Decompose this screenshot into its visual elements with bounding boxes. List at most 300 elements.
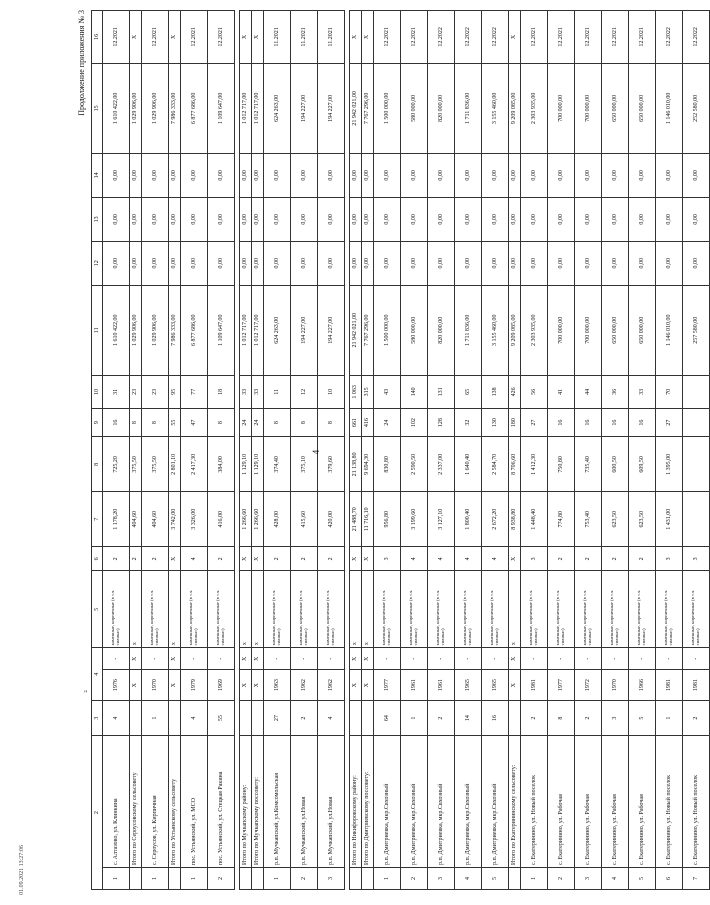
table-cell: 0,00 (130, 153, 142, 197)
table-cell: 3 (575, 868, 602, 890)
table-cell (350, 868, 362, 890)
table-cell: 750,80 (548, 437, 575, 492)
table-cell: 1 800,40 (455, 492, 482, 547)
table-cell (683, 492, 710, 547)
table-cell: 623,50 (629, 492, 656, 547)
header-cell: 3 (92, 701, 103, 736)
table-cell: 0,00 (264, 241, 291, 285)
table-cell: 0,00 (602, 241, 629, 285)
header-cell: 11 (92, 285, 103, 375)
table-cell: 2 (401, 868, 428, 890)
table-cell: каменные, кирпичные (в т.ч. силикат) (656, 571, 683, 648)
table-cell: 650 000,00 (602, 285, 629, 375)
table-cell: 257 580,00 (683, 285, 710, 375)
table-cell: каменные, кирпичные (в т.ч. силикат) (683, 571, 710, 648)
table-cell: X (252, 547, 264, 571)
table-cell: 1 012 717,00 (240, 285, 252, 375)
table-cell: 16 (575, 408, 602, 437)
table-cell: 6 (656, 868, 683, 890)
table-cell: - (656, 648, 683, 670)
table-cell: 0,00 (683, 241, 710, 285)
table-cell: 4 (455, 868, 482, 890)
table-cell: 16 (629, 408, 656, 437)
table-cell: 0,00 (575, 197, 602, 241)
table-cell: 2 303 935,00 (521, 63, 548, 153)
table-cell: X (240, 547, 252, 571)
table-cell: 0,00 (208, 241, 235, 285)
table-cell: 70 (656, 375, 683, 408)
table-cell: 16 (103, 408, 130, 437)
table-cell: 2 337,00 (428, 437, 455, 492)
table-cell: Итого по Сероусовскому сельсовету (130, 736, 142, 868)
table-cell: 4 (103, 701, 130, 736)
table-cell: 8 (142, 408, 169, 437)
table-cell: 21 942 021,00 (350, 285, 362, 375)
table-cell: X (509, 547, 521, 571)
table-cell: - (629, 648, 656, 670)
table-cell: 33 (629, 375, 656, 408)
table-cell: 0,00 (575, 153, 602, 197)
table-cell: 0,00 (169, 153, 181, 197)
table-cell: 0,00 (181, 241, 208, 285)
table-cell: 12 (291, 375, 318, 408)
table-cell: 56 (521, 375, 548, 408)
table-cell: 12.2022 (683, 11, 710, 64)
table-cell: пос. Устьянский, ул. Стецкая Ракина (208, 736, 235, 868)
table-cell: 11.2021 (318, 11, 345, 64)
table-cell: 374,40 (264, 437, 291, 492)
table-cell: 0,00 (401, 241, 428, 285)
table-cell: 1 (142, 868, 169, 890)
table-cell: X (350, 648, 362, 670)
table-cell: X (169, 11, 181, 64)
table-cell: X (509, 670, 521, 701)
table-cell: 0,00 (401, 197, 428, 241)
table-cell: 3 (683, 547, 710, 571)
table-cell: 1 (401, 701, 428, 736)
table-cell: 12.2021 (374, 11, 401, 64)
table-cell: 1 610 422,00 (103, 63, 130, 153)
table-cell: 3 (656, 547, 683, 571)
table-cell: 1981 (656, 670, 683, 701)
table-cell: р.п. Дмитриевка, мкр.Свхозный (482, 736, 509, 868)
header-cell: 6 (92, 547, 103, 571)
table-cell: с. Екатеринино, ул. Новый поселок (656, 736, 683, 868)
table-cell: - (264, 648, 291, 670)
table-cell: 624 263,00 (264, 285, 291, 375)
table-cell: 24 (240, 408, 252, 437)
margin-mark: " (84, 689, 88, 698)
table-cell: 375,10 (291, 437, 318, 492)
table-cell: 420,00 (318, 492, 345, 547)
table-cell: 0,00 (548, 241, 575, 285)
table-cell: Итого по Мучкапскому району: (240, 736, 252, 868)
table-cell: X (362, 11, 374, 64)
table-cell: 0,00 (482, 197, 509, 241)
header-cell: 8 (92, 437, 103, 492)
table-cell: 32 (455, 408, 482, 437)
table-cell: 77 (181, 375, 208, 408)
table-row (374, 11, 401, 890)
table-cell: 0,00 (656, 241, 683, 285)
table-cell: р.п. Мучкапский, ул.Комсомольская (264, 736, 291, 868)
table-cell: - (602, 648, 629, 670)
table-cell: 2 (548, 868, 575, 890)
table-cell: 700 000,00 (575, 285, 602, 375)
table-cell: 0,00 (252, 197, 264, 241)
table-cell: каменные, кирпичные (в т.ч. силикат) (401, 571, 428, 648)
table-cell: 1 395,00 (656, 437, 683, 492)
table-cell: 0,00 (181, 153, 208, 197)
table-cell: 8 (264, 408, 291, 437)
table-cell: 41 (548, 375, 575, 408)
table-cell: 0,00 (509, 153, 521, 197)
table-cell: 2 (548, 547, 575, 571)
table-cell: - (401, 648, 428, 670)
table-cell (509, 868, 521, 890)
header-cell: 2 (92, 736, 103, 890)
table-cell: - (181, 648, 208, 670)
table-cell: 0,00 (362, 153, 374, 197)
table-cell: 1 178,20 (103, 492, 130, 547)
table-cell: 7 767 296,00 (362, 63, 374, 153)
table-cell: 600,50 (602, 437, 629, 492)
table-cell: 1961 (428, 670, 455, 701)
table-cell: 12.2022 (428, 11, 455, 64)
table-row (521, 11, 548, 890)
table-cell: 3 155 460,00 (482, 285, 509, 375)
table-cell: 1963 (264, 670, 291, 701)
table-cell: 1 (142, 701, 169, 736)
rotated-sheet (77, 10, 700, 890)
table-cell: X (362, 670, 374, 701)
table-cell: 33 (252, 375, 264, 408)
table-cell: 36 (602, 375, 629, 408)
table-cell: с. Сероусов, ул. Кирпичная (142, 736, 169, 868)
table-cell: 2 (130, 547, 142, 571)
table-cell: каменные, кирпичные (в т.ч. силикат) (318, 571, 345, 648)
header-cell: 7 (92, 492, 103, 547)
table-cell: 2 (428, 701, 455, 736)
table-cell: 2 (291, 701, 318, 736)
table-cell: 0,00 (482, 241, 509, 285)
table-cell: 1981 (521, 670, 548, 701)
table-cell: X (252, 571, 264, 648)
table-cell: 95 (169, 375, 181, 408)
total-row (169, 11, 181, 890)
table-cell: 12.2021 (521, 11, 548, 64)
table-cell: 0,00 (169, 197, 181, 241)
table-cell: 102 (401, 408, 428, 437)
table-cell: 1 412,30 (521, 437, 548, 492)
appendix-label: Продолжение приложения № 3 (77, 10, 86, 116)
table-cell: 0,00 (575, 241, 602, 285)
table-cell: 1979 (181, 670, 208, 701)
table-cell: 24 (252, 408, 264, 437)
header-cell: 14 (92, 153, 103, 197)
table-cell: 2 (291, 868, 318, 890)
table-cell: каменные, кирпичные (в т.ч. силикат) (264, 571, 291, 648)
table-cell: 0,00 (142, 241, 169, 285)
page-number: 4 (311, 449, 321, 455)
table-cell: 820 000,00 (428, 63, 455, 153)
table-cell: 1965 (455, 670, 482, 701)
table-cell: 0,00 (103, 241, 130, 285)
table-cell: каменные, кирпичные (в т.ч. силикат) (629, 571, 656, 648)
table-cell: с. Алтазово, ул. Клинкина (103, 736, 130, 868)
table-cell (350, 701, 362, 736)
table-cell: 1 (181, 868, 208, 890)
table-cell: каменные, кирпичные (в т.ч. силикат) (428, 571, 455, 648)
table-cell: 1970 (602, 670, 629, 701)
table-cell: 0,00 (362, 197, 374, 241)
table-cell: 1 109 647,00 (208, 285, 235, 375)
table-cell: 735,40 (575, 437, 602, 492)
table-cell: 0,00 (455, 153, 482, 197)
table-cell: 1 (521, 868, 548, 890)
table-cell: 0,00 (548, 153, 575, 197)
table-cell: 1 129,10 (252, 437, 264, 492)
table-cell: X (240, 648, 252, 670)
table-cell: с. Екатеринино, ул. Новый поселок (521, 736, 548, 868)
table-cell: р.п. Дмитриевка, мкр.Свхозный (401, 736, 428, 868)
table-cell: 0,00 (362, 241, 374, 285)
table-cell: 415,60 (291, 492, 318, 547)
table-cell: 428,00 (264, 492, 291, 547)
table-cell: каменные, кирпичные (в т.ч. силикат) (602, 571, 629, 648)
table-cell: X (350, 547, 362, 571)
header-row (92, 11, 103, 890)
table-cell: 7 986 333,00 (169, 63, 181, 153)
table-cell: каменные, кирпичные (в т.ч. силикат) (482, 571, 509, 648)
table-cell: 31 (103, 375, 130, 408)
table-cell: каменные, кирпичные (в т.ч. силикат) (548, 571, 575, 648)
table-cell: 8 (318, 408, 345, 437)
table-cell: 2 (575, 547, 602, 571)
table-cell: 1976 (103, 670, 130, 701)
table-cell: X (252, 11, 264, 64)
table-cell: 0,00 (602, 153, 629, 197)
table-cell: 23 (142, 375, 169, 408)
header-cell: 13 (92, 197, 103, 241)
table-cell: 128 (428, 408, 455, 437)
table-cell: 2 (602, 547, 629, 571)
table-cell: 4 (602, 868, 629, 890)
table-cell: X (130, 670, 142, 701)
table-cell: 2 (208, 868, 235, 890)
table-cell: 426 (509, 375, 521, 408)
table-cell: 3 (521, 547, 548, 571)
table-cell: с. Екатеринино, ул. Рабочая (548, 736, 575, 868)
total-row (350, 11, 362, 890)
table-cell (509, 701, 521, 736)
table-cell: 12.2021 (401, 11, 428, 64)
table-cell: 1966 (629, 670, 656, 701)
table-cell: 8 (291, 408, 318, 437)
table-cell: 700 000,00 (548, 63, 575, 153)
table-cell: 6 877 686,00 (181, 285, 208, 375)
header-cell: 12 (92, 241, 103, 285)
table-cell: 47 (181, 408, 208, 437)
table-cell: X (252, 648, 264, 670)
table-cell: 0,00 (374, 197, 401, 241)
table-cell: 0,00 (103, 153, 130, 197)
table-cell: 0,00 (428, 153, 455, 197)
table-cell: - (521, 648, 548, 670)
table-cell: 0,00 (208, 153, 235, 197)
table-cell: 0,00 (548, 197, 575, 241)
table-cell: 1 (656, 701, 683, 736)
table-cell: 11.2021 (291, 11, 318, 64)
table-row (208, 11, 235, 890)
table-cell: 194 227,00 (291, 285, 318, 375)
table-cell: 3 (428, 868, 455, 890)
table-cell: 3 127,10 (428, 492, 455, 547)
table-cell: X (169, 648, 181, 670)
table-cell: 0,00 (350, 197, 362, 241)
table-cell: Итого по Дмитриевскому поссовету: (362, 736, 374, 868)
table-cell: 11 716,10 (362, 492, 374, 547)
table-cell: с. Екатеринино, ул. Рабочая (575, 736, 602, 868)
table-cell: 12.2021 (548, 11, 575, 64)
table-cell: 1962 (318, 670, 345, 701)
table-cell: 16 (602, 408, 629, 437)
table-cell (130, 701, 142, 736)
table-cell: 8 938,80 (509, 492, 521, 547)
table-cell: 0,00 (291, 153, 318, 197)
table-row (602, 11, 629, 890)
table-cell: каменные, кирпичные (в т.ч. силикат) (142, 571, 169, 648)
table-cell: 194 227,00 (318, 285, 345, 375)
table-cell: 384,00 (208, 437, 235, 492)
table-cell: 180 (509, 408, 521, 437)
table-cell: 11.2021 (264, 11, 291, 64)
table-body (92, 11, 710, 890)
table-cell: 2 417,30 (181, 437, 208, 492)
table-cell: 2 801,10 (169, 437, 181, 492)
table-cell: 0,00 (142, 153, 169, 197)
table-cell: 2 (208, 547, 235, 571)
table-cell: 27 (264, 701, 291, 736)
table-cell: X (240, 670, 252, 701)
table-cell: - (103, 648, 130, 670)
table-cell: 3 (602, 701, 629, 736)
rotated-content (77, 10, 700, 890)
table-cell: 1 109 647,00 (208, 63, 235, 153)
table-cell (130, 868, 142, 890)
table-cell: 4 (401, 547, 428, 571)
table-cell: 0,00 (683, 153, 710, 197)
table-cell: 1 (264, 868, 291, 890)
table-cell: 2 672,20 (482, 492, 509, 547)
table-cell: 1 711 836,00 (455, 63, 482, 153)
table-cell: 1 266,60 (252, 492, 264, 547)
table-cell: 44 (575, 375, 602, 408)
table-cell: 725,20 (103, 437, 130, 492)
table-cell: 55 (169, 408, 181, 437)
table-cell: 0,00 (401, 153, 428, 197)
table-cell: 1969 (208, 670, 235, 701)
table-cell: 4 (318, 701, 345, 736)
header-cell: 15 (92, 63, 103, 153)
table-cell: 416 (362, 408, 374, 437)
table-cell: - (142, 648, 169, 670)
table-cell: 0,00 (374, 241, 401, 285)
table-cell: 0,00 (428, 241, 455, 285)
table-cell: 1972 (575, 670, 602, 701)
table-row (181, 11, 208, 890)
table-cell: 0,00 (482, 153, 509, 197)
table-cell: - (291, 648, 318, 670)
table-row (103, 11, 130, 890)
table-cell: 16 (482, 701, 509, 736)
table-cell: 1 129,10 (240, 437, 252, 492)
table-cell: Итого по Устьянскому сельсовету (169, 736, 181, 868)
table-row (264, 11, 291, 890)
table-row (548, 11, 575, 890)
table-cell: каменные, кирпичные (в т.ч. силикат) (575, 571, 602, 648)
table-cell (169, 868, 181, 890)
table-cell: 404,60 (130, 492, 142, 547)
table-cell: 12.2021 (575, 11, 602, 64)
table-cell (683, 408, 710, 437)
table-cell: Итого по Никифоровскому району: (350, 736, 362, 868)
table-cell: 0,00 (455, 241, 482, 285)
total-row (362, 11, 374, 890)
table-cell: 10 (318, 375, 345, 408)
table-cell: 16 (548, 408, 575, 437)
table-cell: 375,50 (130, 437, 142, 492)
table-cell: 1 711 836,00 (455, 285, 482, 375)
table-cell: 0,00 (264, 153, 291, 197)
table-cell: 12.2021 (629, 11, 656, 64)
table-cell: - (575, 648, 602, 670)
table-cell: каменные, кирпичные (в т.ч. силикат) (208, 571, 235, 648)
table-cell: 27 (656, 408, 683, 437)
table-cell: 12.2021 (142, 11, 169, 64)
table-cell: р.п. Дмитриевка, мкр.Свхозный (455, 736, 482, 868)
table-cell: 0,00 (521, 197, 548, 241)
table-cell: 0,00 (455, 197, 482, 241)
table-cell: 2 303 935,00 (521, 285, 548, 375)
table-cell: 1 431,00 (656, 492, 683, 547)
header-cell: 9 (92, 408, 103, 437)
table-row (482, 11, 509, 890)
table-cell: 0,00 (208, 197, 235, 241)
table-cell: 2 590,50 (401, 437, 428, 492)
table-cell: 0,00 (318, 153, 345, 197)
table-cell: 8 (548, 701, 575, 736)
table-cell: 0,00 (350, 153, 362, 197)
table-cell: 1965 (482, 670, 509, 701)
table-cell: 379,60 (318, 437, 345, 492)
table-cell: 130 (482, 408, 509, 437)
table-cell: 0,00 (103, 197, 130, 241)
table-cell: 12.2021 (181, 11, 208, 64)
table-cell: 5 (482, 868, 509, 890)
table-cell: 2 (291, 547, 318, 571)
table-cell: X (252, 670, 264, 701)
table-cell: 1 (374, 868, 401, 890)
table-cell: 0,00 (350, 241, 362, 285)
table-row (656, 11, 683, 890)
table-cell: 5 (629, 701, 656, 736)
table-cell (240, 701, 252, 736)
table-cell: 1970 (142, 670, 169, 701)
table-cell: 138 (482, 375, 509, 408)
table-cell (169, 701, 181, 736)
table-cell: 0,00 (509, 241, 521, 285)
